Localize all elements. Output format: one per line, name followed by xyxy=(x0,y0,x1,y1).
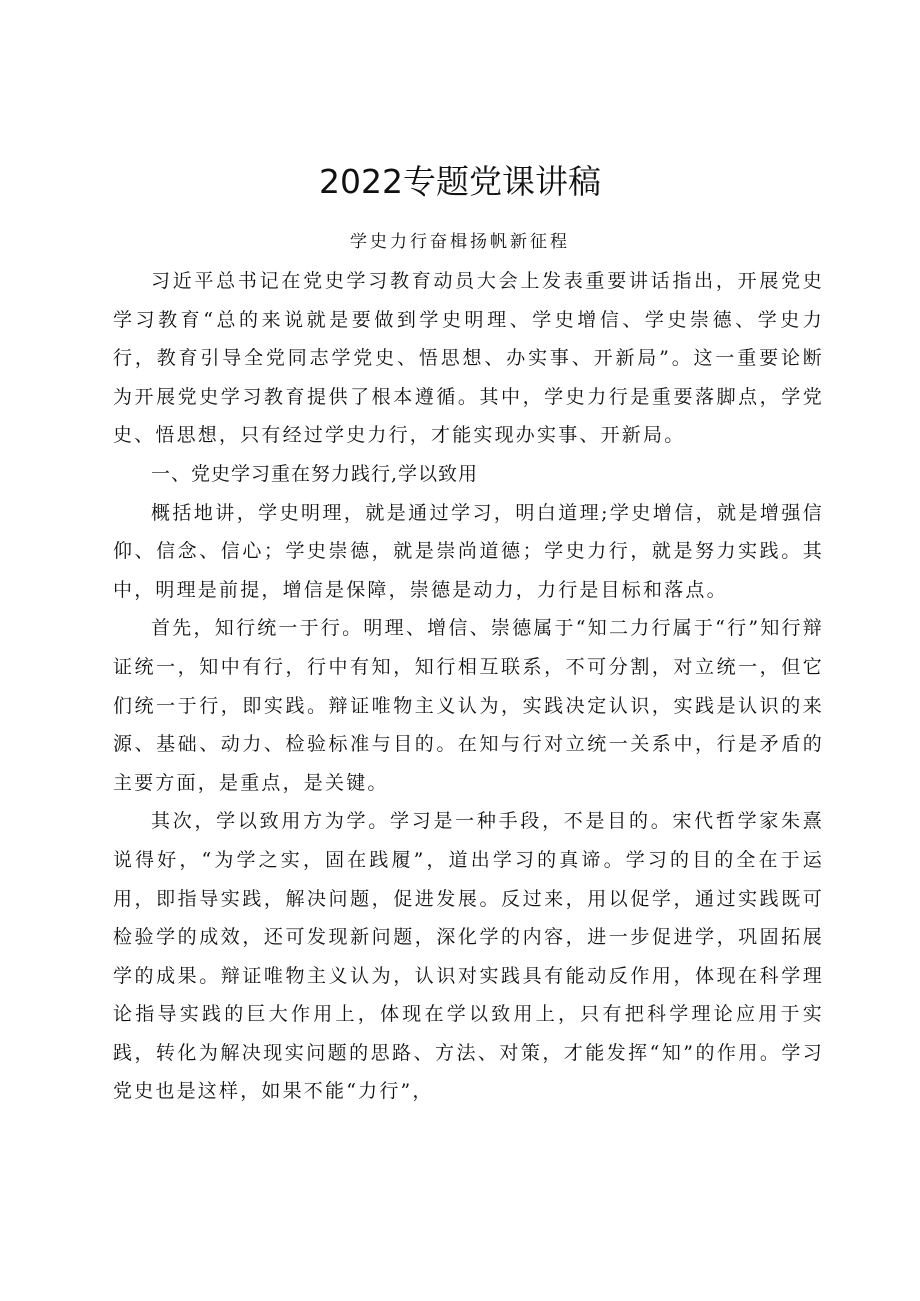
document-title: 2022专题党课讲稿 xyxy=(319,162,601,201)
paragraph-first: 首先，知行统一于行。明理、增信、崇德属于“知二力行属于“行”知行辩证统一，知中有行，行中有知，知行相互联系，不可分割，对立统一，但它们统一于行，即实践。辩证唯物主义认为，实践决定认识，实践是认识的来源、基础、动力、检验标准与目的。在知与行对立统一关系中，行是矛盾的主要方面，是重点，是关键。 xyxy=(113,617,824,794)
paragraph-second: 其次，学以致用方为学。学习是一种手段，不是目的。宋代哲学家朱熹说得好，“为学之实，固在践履”，道出学习的真谛。学习的目的全在于运用，即指导实践，解决问题，促进发展。反过来，用以促学，通过实践既可检验学的成效，还可发现新问题，深化学的内容，进一步促进学，巩固拓展学的成果。辩证唯物主义认为，认识对实践具有能动反作用，体现在科学理论指导实践的巨大作用上，体现在学以致用上，只有把科学理论应用于实践，转化为解决现实问题的思路、方法、对策，才能发挥“知”的作用。学习党史也是这样，如果不能“力行”， xyxy=(113,810,824,1103)
section-heading-1: 一、党史学习重在努力践行,学以致用 xyxy=(151,462,479,485)
paragraph-overview: 概括地讲，学史明理，就是通过学习，明白道理;学史增信，就是增强信仰、信念、信心；学史崇德，就是崇尚道德；学史力行，就是努力实践。其中，明理是前提，增信是保障，崇德是动力，力行是目标和落点。 xyxy=(113,501,824,601)
document-body xyxy=(113,262,824,1111)
paragraph-intro: 习近平总书记在党史学习教育动员大会上发表重要讲话指出，开展党史学习教育“总的来说就是要做到学史明理、学史增信、学史崇德、学史力行，教育引导全党同志学党史、悟思想、办实事、开新局”。这一重要论断为开展党史学习教育提供了根本遵循。其中，学史力行是重要落脚点，学党史、悟思想，只有经过学史力行，才能实现办实事、开新局。 xyxy=(113,270,824,447)
document-subtitle: 学史力行奋楫扬帆新征程 xyxy=(350,232,570,252)
